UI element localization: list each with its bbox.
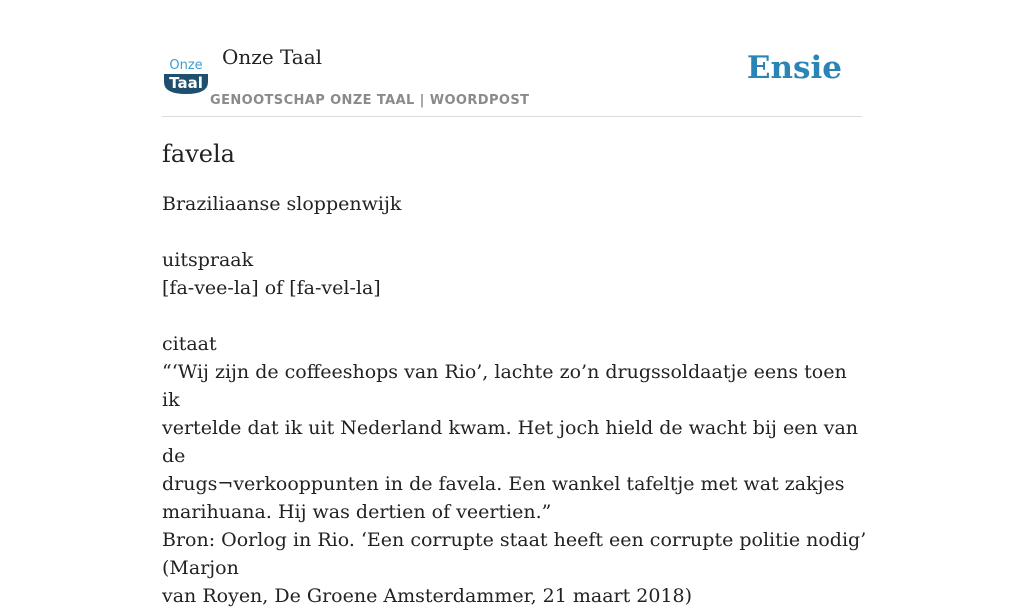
entry-title: favela <box>162 140 235 168</box>
ensie-brand-link[interactable]: Ensie <box>746 50 842 86</box>
onze-taal-logo[interactable] <box>162 52 210 96</box>
source-line: van Royen, De Groene Amsterdammer, 21 maart 2018) <box>162 585 693 607</box>
site-subtitle: GENOOTSCHAP ONZE TAAL | WOORDPOST <box>210 93 530 108</box>
pronunciation-label: uitspraak <box>162 249 254 271</box>
quote-line: drugs¬verkooppunten in de favela. Een wankel tafeltje met wat zakjes <box>162 473 845 495</box>
site-header <box>162 40 862 117</box>
quote-line: marihuana. Hij was dertien of veertien.” <box>162 501 552 523</box>
source-line: Bron: Oorlog in Rio. ‘Een corrupte staat heeft een corrupte politie nodig’ (Marjon <box>162 529 867 579</box>
logo-text-top: Onze <box>169 58 203 73</box>
entry-content <box>162 138 867 610</box>
site-name[interactable]: Onze Taal <box>222 45 323 69</box>
quote-label: citaat <box>162 333 217 355</box>
logo-text-bottom: Taal <box>169 74 203 92</box>
quote-line: “‘Wij zijn de coffeeshops van Rio’, lachte zo’n drugssoldaatje eens toen ik <box>162 361 847 411</box>
pronunciation-value: [fa-vee-la] of [fa-vel-la] <box>162 277 381 299</box>
entry-definition: Braziliaanse sloppenwijk <box>162 193 402 215</box>
quote-line: vertelde dat ik uit Nederland kwam. Het joch hield de wacht bij een van de <box>162 417 859 467</box>
